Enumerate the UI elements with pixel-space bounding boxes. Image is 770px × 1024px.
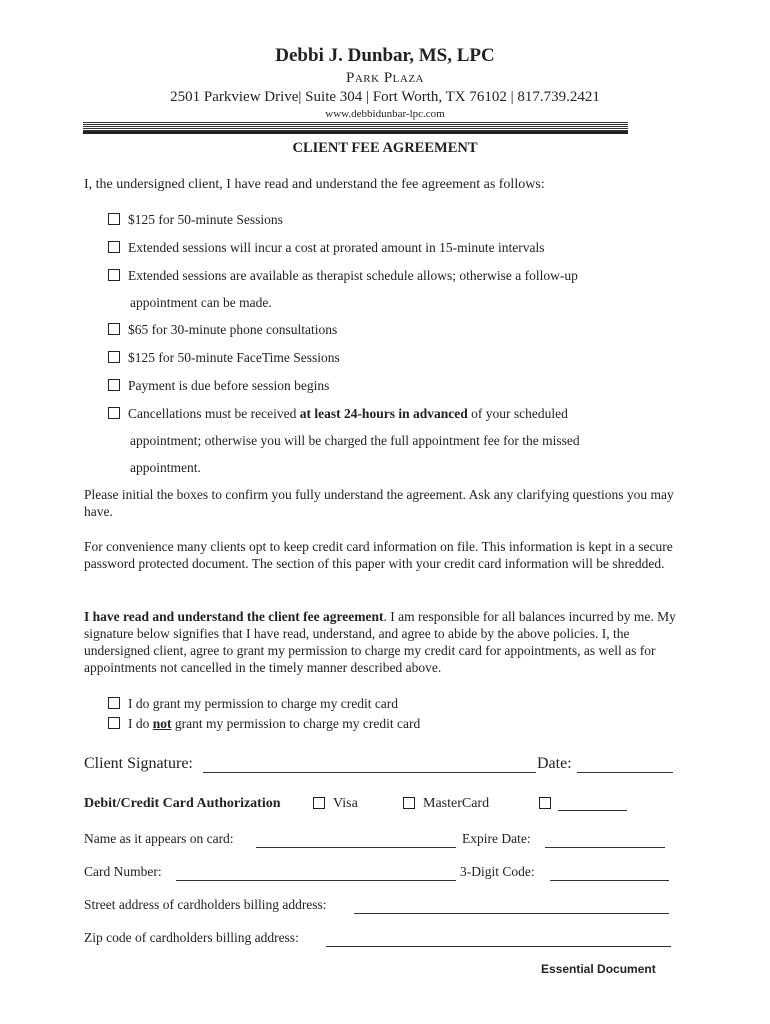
fee-item bbox=[108, 322, 628, 338]
fee-item-text: Payment is due before session begins bbox=[128, 378, 330, 393]
other-card-checkbox[interactable] bbox=[539, 797, 551, 809]
practice-location: Park Plaza bbox=[346, 70, 424, 86]
agreement-rest: . I am responsible for all balances incurred by me. My signature below signifies that I have read, understand, and agree to abide by the above policies. I, the undersigned client, agree to grant my permission to charge my credit card for appointments, as well as for appointments not cancelled in the timely manner described above. bbox=[84, 609, 676, 675]
fee-item-text: Extended sessions will incur a cost at prorated amount in 15-minute intervals bbox=[128, 240, 545, 255]
street-address-field[interactable] bbox=[354, 913, 669, 914]
card-number-label: Card Number: bbox=[84, 864, 162, 879]
deny-checkbox[interactable] bbox=[108, 717, 120, 729]
header-divider bbox=[83, 122, 628, 131]
card-heading-text: Debit/Credit Card Authorization bbox=[84, 796, 281, 811]
header-divider-bold bbox=[83, 131, 628, 134]
practice-website[interactable]: www.debbidunbar-lpc.com bbox=[325, 108, 445, 120]
name-on-card-label: Name as it appears on card: bbox=[84, 831, 234, 846]
fee-item-text: $65 for 30-minute phone consultations bbox=[128, 322, 338, 337]
fee-item bbox=[108, 350, 628, 366]
client-signature-label: Client Signature: bbox=[84, 755, 193, 772]
deny-label-not: not bbox=[152, 716, 172, 731]
fee-item-cancellation bbox=[108, 406, 628, 422]
name-on-card-field[interactable] bbox=[256, 847, 456, 848]
grant-label: I do grant my permission to charge my credit card bbox=[128, 696, 399, 711]
cancellation-continuation: appointment; otherwise you will be charged the full appointment fee for the missed bbox=[130, 433, 580, 448]
other-card-field[interactable] bbox=[558, 810, 627, 811]
practice-address: 2501 Parkview Drive| Suite 304 | Fort Worth, TX 76102 | 817.739.2421 bbox=[170, 89, 600, 105]
street-address-label: Street address of cardholders billing address: bbox=[84, 897, 327, 912]
deny-permission-option bbox=[108, 716, 420, 732]
date-field[interactable] bbox=[577, 772, 673, 773]
agreement-bold: I have read and understand the client fee agreement bbox=[84, 609, 384, 624]
fee-checkbox[interactable] bbox=[108, 323, 120, 335]
fee-item-text: Extended sessions are available as therapist schedule allows; otherwise a follow-up bbox=[128, 268, 578, 283]
fee-checkbox[interactable] bbox=[108, 351, 120, 363]
fee-item bbox=[108, 240, 628, 256]
grant-checkbox[interactable] bbox=[108, 697, 120, 709]
fee-checkbox[interactable] bbox=[108, 407, 120, 419]
fee-item-continuation: appointment can be made. bbox=[130, 295, 272, 310]
intro-statement: I, the undersigned client, I have read and understand the fee agreement as follows: bbox=[84, 177, 545, 192]
grant-permission-option bbox=[108, 696, 398, 712]
mastercard-checkbox[interactable] bbox=[403, 797, 415, 809]
mastercard-label: MasterCard bbox=[423, 796, 490, 811]
fee-checkbox[interactable] bbox=[108, 379, 120, 391]
zip-code-label: Zip code of cardholders billing address: bbox=[84, 930, 299, 945]
fee-checkbox[interactable] bbox=[108, 269, 120, 281]
security-code-label: 3-Digit Code: bbox=[460, 864, 535, 879]
cancellation-text-pre: Cancellations must be received bbox=[128, 406, 300, 421]
cancellation-continuation: appointment. bbox=[130, 460, 201, 475]
cancellation-text-post: of your scheduled bbox=[467, 406, 568, 421]
fee-item bbox=[108, 268, 628, 284]
security-code-field[interactable] bbox=[550, 880, 669, 881]
fee-item-text: $125 for 50-minute Sessions bbox=[128, 212, 283, 227]
card-number-field[interactable] bbox=[176, 880, 456, 881]
expire-date-label: Expire Date: bbox=[462, 831, 531, 846]
cancellation-text-bold: at least 24-hours in advanced bbox=[299, 406, 468, 421]
fee-checkbox[interactable] bbox=[108, 213, 120, 225]
document-title: CLIENT FEE AGREEMENT bbox=[292, 140, 478, 156]
fee-item-text: $125 for 50-minute FaceTime Sessions bbox=[128, 350, 340, 365]
date-label: Date: bbox=[537, 755, 572, 772]
visa-checkbox[interactable] bbox=[313, 797, 325, 809]
convenience-paragraph: For convenience many clients opt to keep credit card information on file. This information is kept in a secure password protected document. The section of this paper with your credit card information will be shredded. bbox=[84, 539, 673, 571]
agreement-paragraph bbox=[84, 608, 684, 676]
visa-label: Visa bbox=[333, 796, 358, 811]
fee-item bbox=[108, 212, 628, 228]
initial-instructions: Please initial the boxes to confirm you fully understand the agreement. Ask any clarifying questions you may have. bbox=[84, 487, 674, 519]
practitioner-name: Debbi J. Dunbar, MS, LPC bbox=[275, 45, 495, 66]
card-heading bbox=[84, 796, 281, 812]
fee-item bbox=[108, 378, 628, 394]
zip-code-field[interactable] bbox=[326, 946, 671, 947]
deny-label-post: grant my permission to charge my credit card bbox=[171, 716, 421, 731]
deny-label-pre: I do bbox=[128, 716, 153, 731]
expire-date-field[interactable] bbox=[545, 847, 665, 848]
footer-note: Essential Document bbox=[541, 962, 656, 976]
client-signature-field[interactable] bbox=[203, 772, 536, 773]
fee-checkbox[interactable] bbox=[108, 241, 120, 253]
